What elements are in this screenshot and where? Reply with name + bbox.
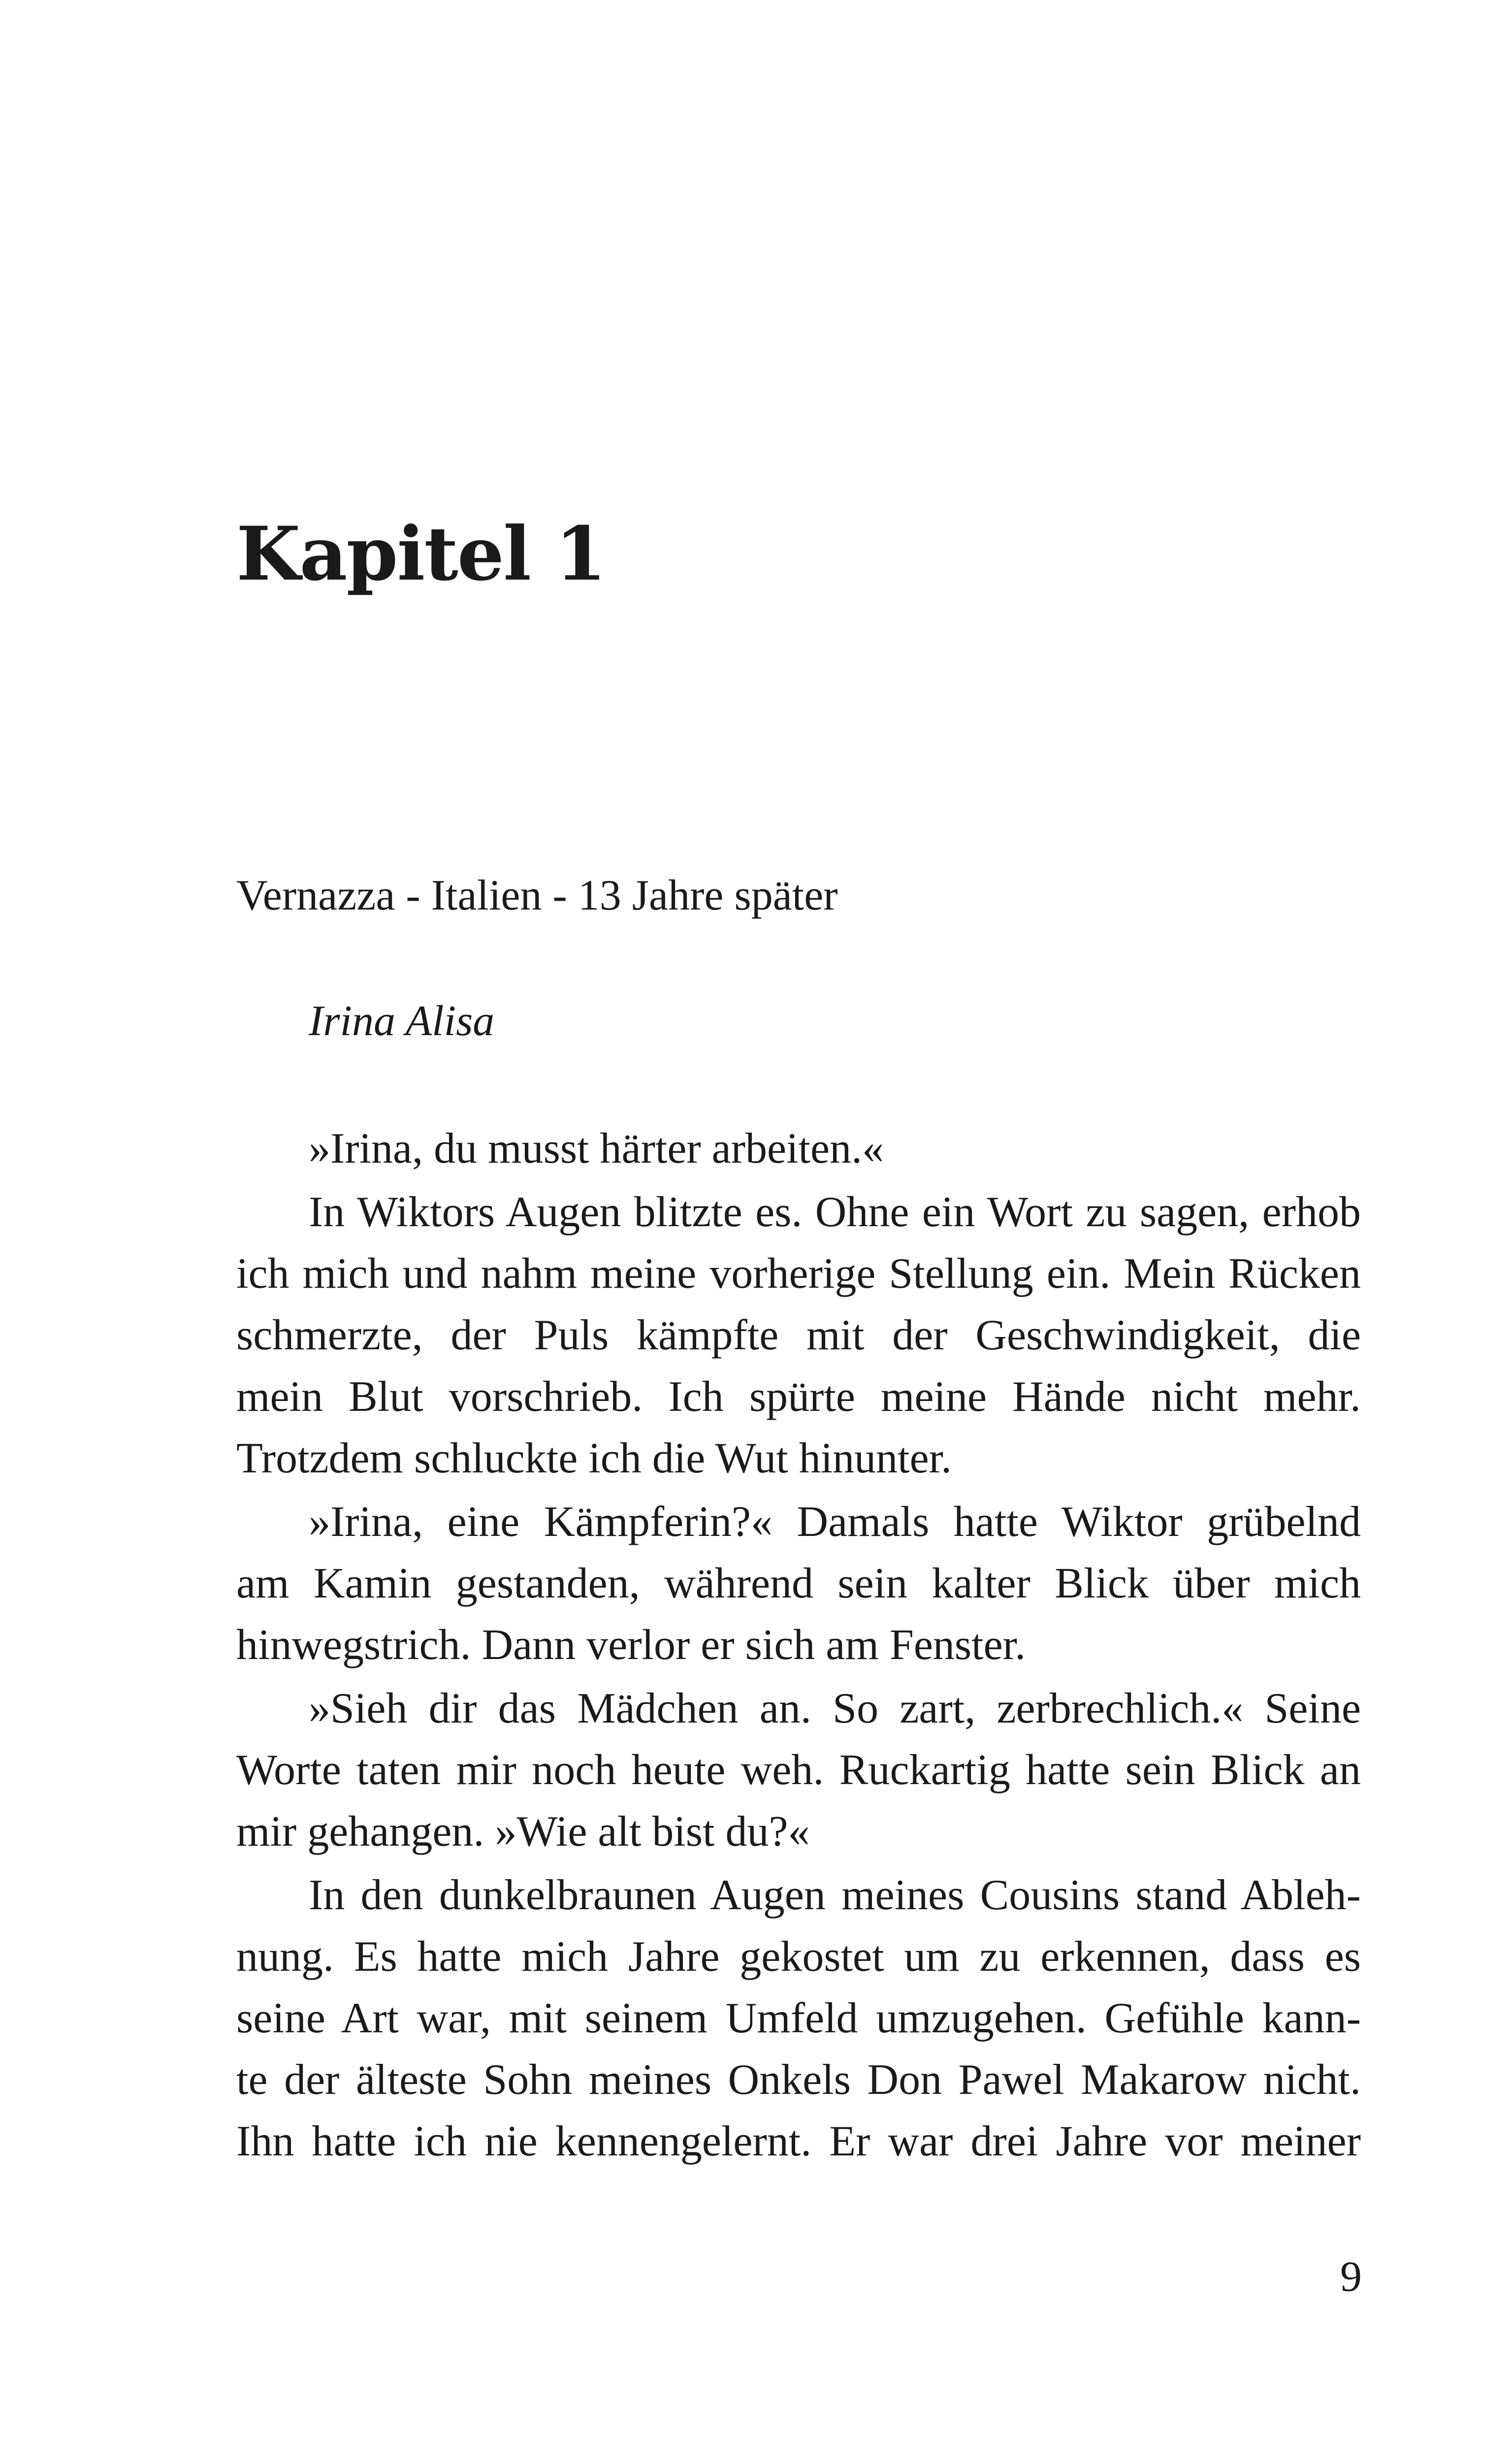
text-line: te der älteste Sohn meines Onkels Don Pawel Makarow nicht.	[236, 2056, 1361, 2104]
text-line: seine Art war, mit seinem Umfeld umzugehen. Gefühle kann-	[236, 1994, 1361, 2042]
text-line: »Sieh dir das Mädchen an. So zart, zerbrechlich.« Seine	[309, 1685, 1361, 1732]
location-line: Vernazza - Italien - 13 Jahre später	[236, 872, 838, 919]
text-line: mein Blut vorschrieb. Ich spürte meine Hände nicht mehr.	[236, 1373, 1361, 1421]
text-line: schmerzte, der Puls kämpfte mit der Geschwindigkeit, die	[236, 1311, 1361, 1359]
text-line: nung. Es hatte mich Jahre gekostet um zu erkennen, dass es	[236, 1933, 1361, 1981]
page-number: 9	[1340, 2253, 1362, 2301]
text-line: Ihn hatte ich nie kennengelernt. Er war drei Jahre vor meiner	[236, 2117, 1361, 2165]
text-line: am Kamin gestanden, während sein kalter Blick über mich	[236, 1560, 1361, 1607]
paragraph	[236, 1118, 1361, 1179]
text-line: Worte taten mir noch heute weh. Ruckartig hatte sein Blick an	[236, 1746, 1361, 1794]
chapter-title: Kapitel 1	[236, 511, 606, 597]
paragraph	[236, 1181, 1361, 1489]
body-text	[236, 1118, 1361, 2174]
text-line: »Irina, eine Kämpferin?« Damals hatte Wiktor grübelnd	[309, 1498, 1361, 1546]
text-line: In den dunkelbraunen Augen meines Cousins stand Ableh-	[309, 1871, 1361, 1919]
text-line: ich mich und nahm meine vorherige Stellung ein. Mein Rücken	[236, 1250, 1361, 1298]
paragraph	[236, 1678, 1361, 1862]
paragraph	[236, 1864, 1361, 2172]
text-line: mir gehangen. »Wie alt bist du?«	[236, 1808, 810, 1856]
text-line: »Irina, du musst härter arbeiten.«	[309, 1125, 884, 1173]
paragraph	[236, 1491, 1361, 1676]
text-line: In Wiktors Augen blitzte es. Ohne ein Wort zu sagen, erhob	[309, 1188, 1361, 1236]
text-line: hinwegstrich. Dann verlor er sich am Fenster.	[236, 1621, 1026, 1669]
pov-character: Irina Alisa	[309, 997, 495, 1045]
text-line: Trotzdem schluckte ich die Wut hinunter.	[236, 1434, 952, 1482]
